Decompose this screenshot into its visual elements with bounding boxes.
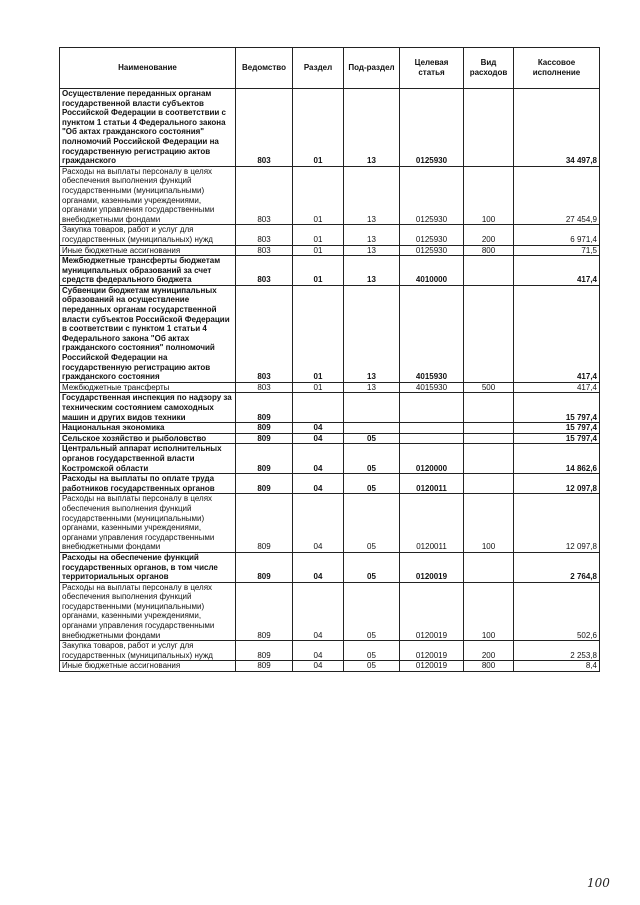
cell-target <box>400 393 464 423</box>
cell-dept: 809 <box>236 582 293 641</box>
table-row <box>60 382 600 393</box>
cell-name: Субвенции бюджетам муниципальных образований на осуществление переданных органам государственной власти субъектов Российской Федерации в соответствии с пунктом 1 статьи 4 Федерального закона "Об актах гражданского состояния" полномочий Российской Федерации на государственную регистрацию актов гражданского состояния <box>60 285 236 382</box>
cell-target: 0120019 <box>400 641 464 661</box>
cell-section: 01 <box>293 285 344 382</box>
cell-subsection: 13 <box>344 382 400 393</box>
cell-type: 800 <box>464 245 514 256</box>
cell-section: 01 <box>293 382 344 393</box>
cell-name: Иные бюджетные ассигнования <box>60 661 236 672</box>
cell-subsection: 13 <box>344 225 400 245</box>
cell-target: 0120019 <box>400 552 464 582</box>
table-row <box>60 89 600 167</box>
cell-name: Расходы на выплаты персоналу в целях обеспечения выполнения функций государственными (муниципальными) органами, казенными учреждениями, органами управления государственными внебюджетными фондами <box>60 582 236 641</box>
cell-dept: 803 <box>236 382 293 393</box>
cell-subsection: 05 <box>344 552 400 582</box>
table-row <box>60 661 600 672</box>
cell-subsection: 05 <box>344 494 400 553</box>
cell-dept: 809 <box>236 661 293 672</box>
cell-name: Расходы на обеспечение функций государственных органов, в том числе территориальных органов <box>60 552 236 582</box>
cell-name: Межбюджетные трансферты <box>60 382 236 393</box>
header-target: Целевая статья <box>400 48 464 89</box>
cell-section: 01 <box>293 256 344 286</box>
cell-amount: 12 097,8 <box>514 494 600 553</box>
table-row <box>60 582 600 641</box>
cell-section: 04 <box>293 661 344 672</box>
cell-section: 04 <box>293 494 344 553</box>
cell-subsection: 05 <box>344 661 400 672</box>
cell-dept: 803 <box>236 166 293 225</box>
cell-name: Расходы на выплаты по оплате труда работников государственных органов <box>60 474 236 494</box>
cell-section: 01 <box>293 245 344 256</box>
cell-target: 4015930 <box>400 285 464 382</box>
cell-name: Иные бюджетные ассигнования <box>60 245 236 256</box>
cell-amount: 8,4 <box>514 661 600 672</box>
table-row <box>60 393 600 423</box>
cell-amount: 502,6 <box>514 582 600 641</box>
table-row <box>60 225 600 245</box>
table-row <box>60 285 600 382</box>
cell-type <box>464 393 514 423</box>
cell-amount: 12 097,8 <box>514 474 600 494</box>
header-dept: Ведомство <box>236 48 293 89</box>
cell-subsection: 05 <box>344 641 400 661</box>
header-type: Вид расходов <box>464 48 514 89</box>
table-row <box>60 166 600 225</box>
table-row <box>60 245 600 256</box>
cell-amount: 15 797,4 <box>514 393 600 423</box>
cell-subsection: 13 <box>344 256 400 286</box>
header-subsection: Под-раздел <box>344 48 400 89</box>
budget-table <box>59 47 600 672</box>
cell-target: 0125930 <box>400 245 464 256</box>
table-row <box>60 474 600 494</box>
cell-target: 0120000 <box>400 444 464 474</box>
cell-type <box>464 285 514 382</box>
cell-type <box>464 474 514 494</box>
table-row <box>60 256 600 286</box>
cell-amount: 417,4 <box>514 285 600 382</box>
cell-subsection: 05 <box>344 444 400 474</box>
cell-section: 04 <box>293 552 344 582</box>
cell-type: 800 <box>464 661 514 672</box>
header-section: Раздел <box>293 48 344 89</box>
cell-dept: 809 <box>236 444 293 474</box>
cell-subsection: 05 <box>344 474 400 494</box>
cell-type: 100 <box>464 494 514 553</box>
cell-subsection: 05 <box>344 582 400 641</box>
cell-section: 04 <box>293 423 344 434</box>
table-row <box>60 641 600 661</box>
cell-dept: 803 <box>236 285 293 382</box>
cell-target: 4015930 <box>400 382 464 393</box>
table-body <box>60 89 600 672</box>
cell-name: Расходы на выплаты персоналу в целях обеспечения выполнения функций государственными (муниципальными) органами, казенными учреждениями, органами управления государственными внебюджетными фондами <box>60 166 236 225</box>
cell-dept: 809 <box>236 474 293 494</box>
cell-name: Закупка товаров, работ и услуг для государственных (муниципальных) нужд <box>60 641 236 661</box>
cell-type: 200 <box>464 641 514 661</box>
cell-section: 04 <box>293 641 344 661</box>
cell-section: 04 <box>293 433 344 444</box>
table-row <box>60 552 600 582</box>
cell-section <box>293 393 344 423</box>
cell-subsection: 13 <box>344 285 400 382</box>
cell-name: Осуществление переданных органам государственной власти субъектов Российской Федерации в соответствии с пунктом 1 статьи 4 Федерального закона "Об актах гражданского состояния" полномочий Российской Федерации на государственную регистрацию актов гражданского <box>60 89 236 167</box>
cell-amount: 2 764,8 <box>514 552 600 582</box>
cell-section: 04 <box>293 582 344 641</box>
table-header-row <box>60 48 600 89</box>
cell-type <box>464 444 514 474</box>
cell-target: 4010000 <box>400 256 464 286</box>
cell-target: 0125930 <box>400 225 464 245</box>
cell-amount: 27 454,9 <box>514 166 600 225</box>
cell-amount: 417,4 <box>514 382 600 393</box>
cell-dept: 809 <box>236 552 293 582</box>
cell-target: 0120011 <box>400 494 464 553</box>
cell-target <box>400 423 464 434</box>
cell-name: Расходы на выплаты персоналу в целях обеспечения выполнения функций государственными (муниципальными) органами, казенными учреждениями, органами управления государственными внебюджетными фондами <box>60 494 236 553</box>
cell-dept: 803 <box>236 225 293 245</box>
cell-target: 0120019 <box>400 582 464 641</box>
cell-dept: 803 <box>236 245 293 256</box>
header-amount: Кассовое исполнение <box>514 48 600 89</box>
cell-target: 0120011 <box>400 474 464 494</box>
cell-dept: 809 <box>236 433 293 444</box>
cell-dept: 803 <box>236 89 293 167</box>
cell-amount: 15 797,4 <box>514 433 600 444</box>
cell-name: Межбюджетные трансферты бюджетам муниципальных образований за счет средств федерального бюджета <box>60 256 236 286</box>
cell-subsection: 13 <box>344 166 400 225</box>
cell-subsection <box>344 393 400 423</box>
table-row <box>60 423 600 434</box>
cell-type: 100 <box>464 582 514 641</box>
header-name: Наименование <box>60 48 236 89</box>
cell-amount: 14 862,6 <box>514 444 600 474</box>
cell-dept: 809 <box>236 494 293 553</box>
cell-name: Закупка товаров, работ и услуг для государственных (муниципальных) нужд <box>60 225 236 245</box>
cell-target: 0120019 <box>400 661 464 672</box>
cell-type <box>464 433 514 444</box>
cell-amount: 2 253,8 <box>514 641 600 661</box>
cell-dept: 809 <box>236 393 293 423</box>
cell-section: 01 <box>293 166 344 225</box>
cell-section: 04 <box>293 474 344 494</box>
cell-type <box>464 89 514 167</box>
cell-section: 01 <box>293 225 344 245</box>
cell-subsection <box>344 423 400 434</box>
cell-amount: 15 797,4 <box>514 423 600 434</box>
cell-section: 04 <box>293 444 344 474</box>
page-number: 100 <box>587 876 610 890</box>
cell-type: 200 <box>464 225 514 245</box>
cell-dept: 809 <box>236 641 293 661</box>
cell-target: 0125930 <box>400 166 464 225</box>
cell-type <box>464 552 514 582</box>
cell-subsection: 13 <box>344 245 400 256</box>
cell-amount: 417,4 <box>514 256 600 286</box>
cell-name: Государственная инспекция по надзору за техническим состоянием самоходных машин и других видов техники <box>60 393 236 423</box>
table-row <box>60 494 600 553</box>
cell-type <box>464 423 514 434</box>
cell-subsection: 13 <box>344 89 400 167</box>
cell-target <box>400 433 464 444</box>
cell-type: 500 <box>464 382 514 393</box>
cell-name: Центральный аппарат исполнительных органов государственной власти Костромской области <box>60 444 236 474</box>
cell-amount: 6 971,4 <box>514 225 600 245</box>
cell-amount: 34 497,8 <box>514 89 600 167</box>
cell-dept: 809 <box>236 423 293 434</box>
table-row <box>60 433 600 444</box>
cell-subsection: 05 <box>344 433 400 444</box>
cell-name: Национальная экономика <box>60 423 236 434</box>
cell-dept: 803 <box>236 256 293 286</box>
cell-amount: 71,5 <box>514 245 600 256</box>
cell-type: 100 <box>464 166 514 225</box>
table-row <box>60 444 600 474</box>
cell-target: 0125930 <box>400 89 464 167</box>
cell-section: 01 <box>293 89 344 167</box>
cell-type <box>464 256 514 286</box>
cell-name: Сельское хозяйство и рыболовство <box>60 433 236 444</box>
